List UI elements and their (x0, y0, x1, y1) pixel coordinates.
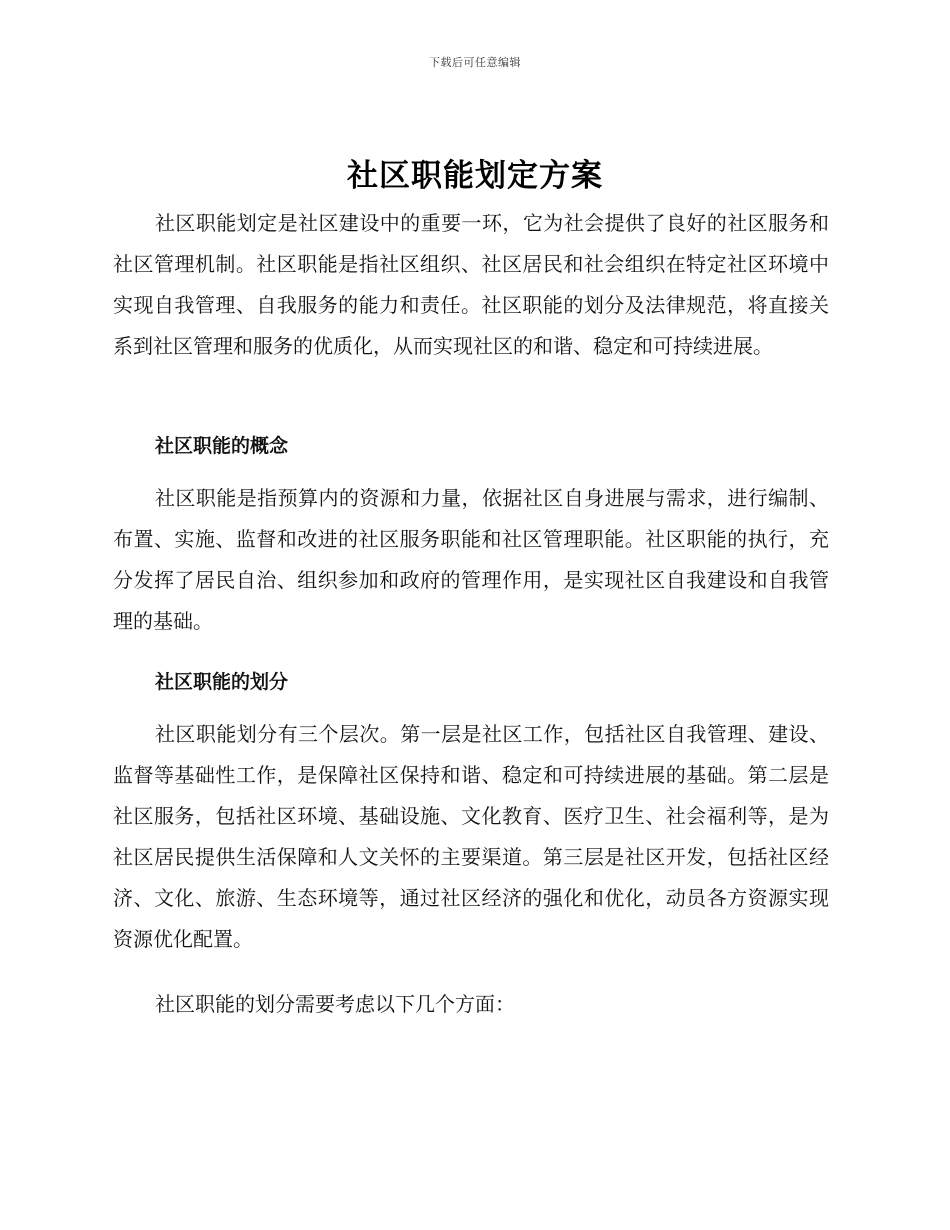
section-heading-division: 社区职能的划分 (155, 671, 289, 693)
intro-paragraph: 社区职能划定是社区建设中的重要一环，它为社会提供了良好的社区服务和社区管理机制。社区职能是指社区组织、社区居民和社会组织在特定社区环境中实现自我管理、自我服务的能力和责任。社区职能的划分及法律规范，将直接关系到社区管理和服务的优质化，从而实现社区的和谐、稳定和可持续进展。 (113, 211, 829, 358)
document-title: 社区职能划定方案 (347, 158, 603, 194)
section-heading-concept: 社区职能的概念 (155, 435, 289, 457)
section-body-division: 社区职能划分有三个层次。第一层是社区工作，包括社区自我管理、建设、监督等基础性工作，是保障社区保持和谐、稳定和可持续进展的基础。第二层是社区服务，包括社区环境、基础设施、文化教育、医疗卫生、社会福利等，是为社区居民提供生活保障和人文关怀的主要渠道。第三层是社区开发，包括社区经济、文化、旅游、生态环境等，通过社区经济的强化和优化，动员各方资源实现资源优化配置。 (113, 722, 829, 951)
section-body-concept: 社区职能是指预算内的资源和力量，依据社区自身进展与需求，进行编制、布置、实施、监督和改进的社区服务职能和社区管理职能。社区职能的执行，充分发挥了居民自治、组织参加和政府的管理作用，是实现社区自我建设和自我管理的基础。 (113, 486, 829, 633)
header-note: 下载后可任意编辑 (429, 56, 521, 69)
section-followup-division: 社区职能的划分需要考虑以下几个方面： (155, 992, 515, 1016)
